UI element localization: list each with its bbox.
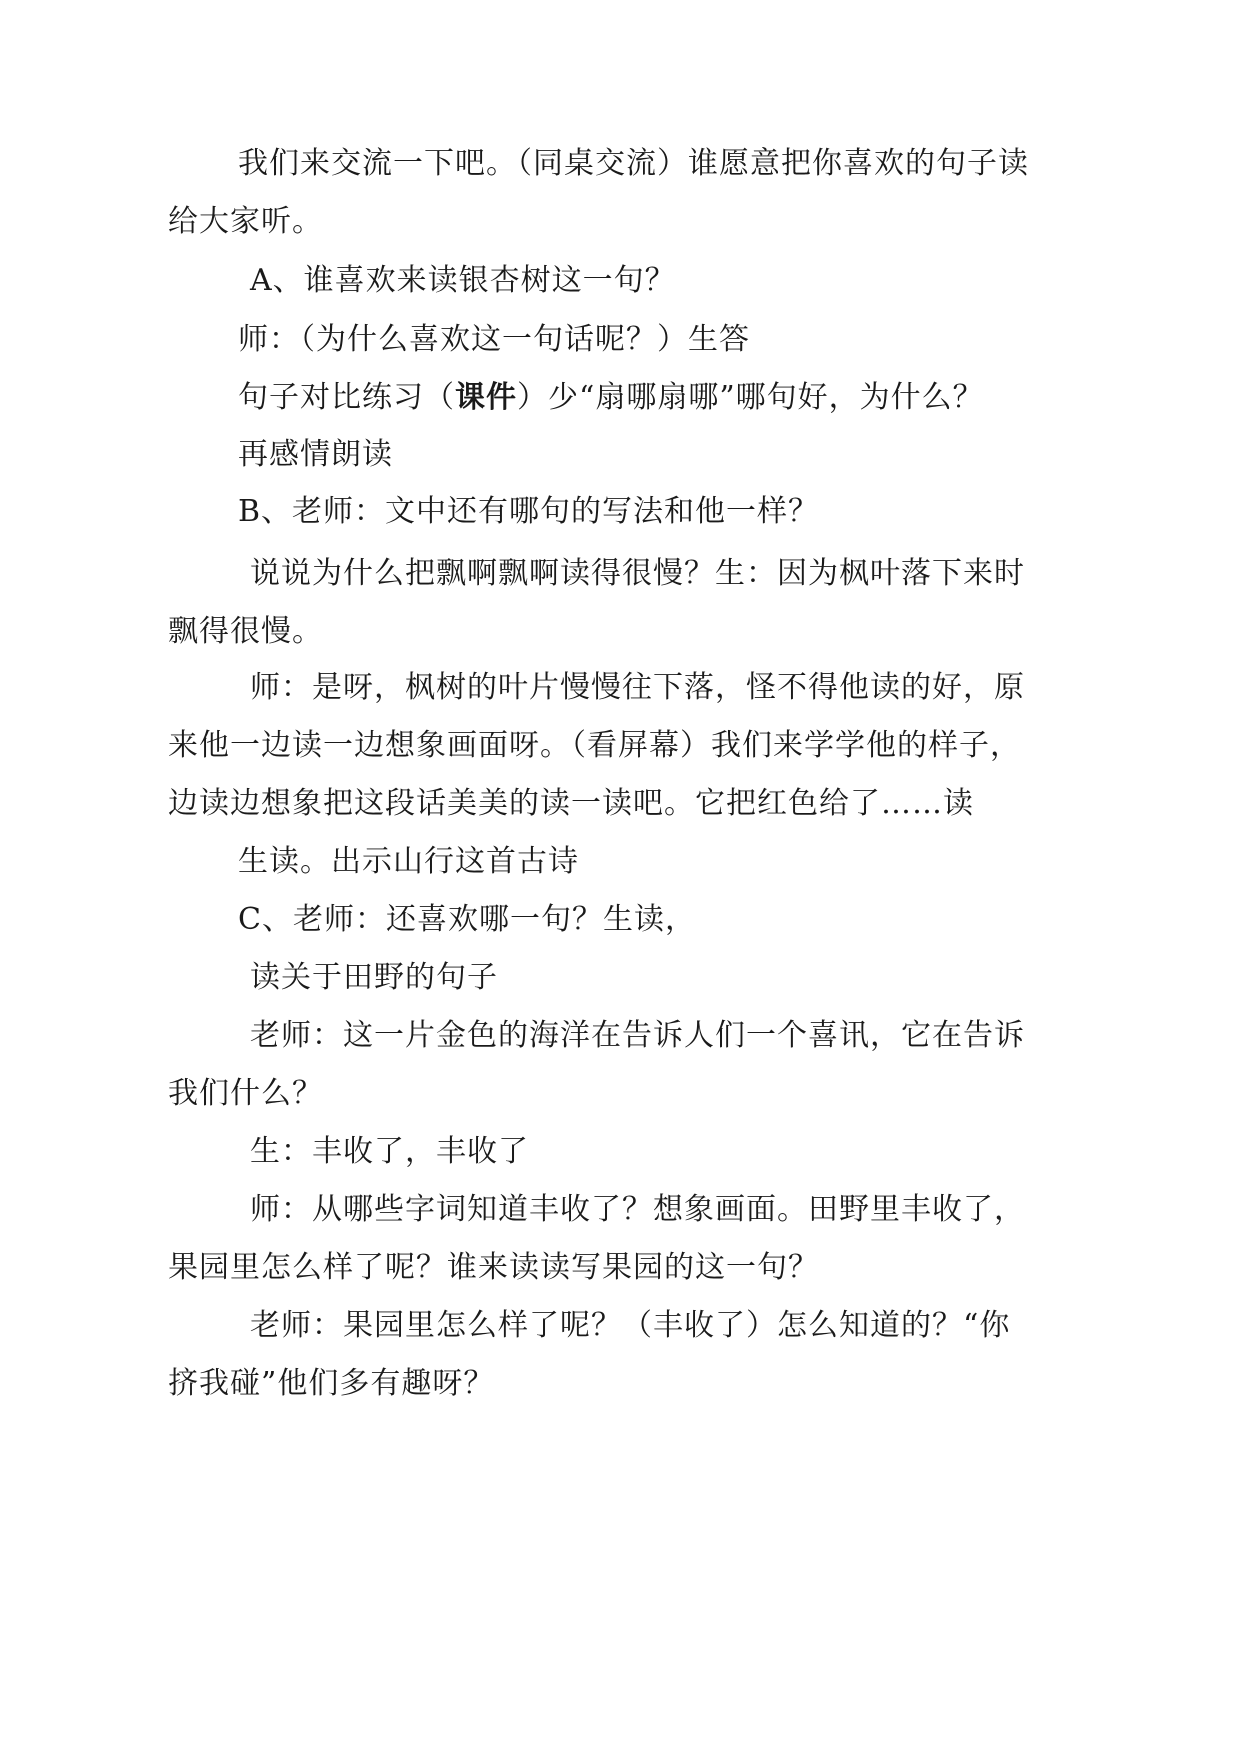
paragraph-line-17: 我们什么？ — [168, 1076, 323, 1111]
paragraph-line-21: 老师：果园里怎么样了呢？（丰收了）怎么知道的？“你 — [250, 1308, 1011, 1343]
line-5-text-before: 句子对比练习（ — [238, 380, 455, 415]
courseware-label: 课件 — [455, 380, 517, 415]
paragraph-line-15: 读关于田野的句子 — [250, 960, 498, 995]
paragraph-line-16: 老师：这一片金色的海洋在告诉人们一个喜讯，它在告诉 — [250, 1018, 1025, 1053]
paragraph-line-22: 挤我碰”他们多有趣呀？ — [168, 1366, 495, 1401]
paragraph-line-5 — [238, 380, 984, 416]
paragraph-line-4: 师：（为什么喜欢这一句话呢？）生答 — [238, 322, 750, 357]
paragraph-line-14: C、老师：还喜欢哪一句？生读， — [238, 902, 696, 937]
paragraph-line-3: A、谁喜欢来读银杏树这一句？ — [250, 263, 676, 298]
paragraph-line-18: 生：丰收了，丰收了 — [250, 1134, 529, 1169]
paragraph-line-6: 再感情朗读 — [238, 437, 393, 472]
paragraph-line-9: 飘得很慢。 — [168, 614, 323, 649]
paragraph-line-8: 说说为什么把飘啊飘啊读得很慢？生：因为枫叶落下来时 — [250, 556, 1025, 591]
paragraph-line-10: 师：是呀，枫树的叶片慢慢往下落，怪不得他读的好，原 — [250, 670, 1025, 705]
line-5-text-after: ）少“扇哪扇哪”哪句好，为什么？ — [517, 380, 984, 415]
paragraph-line-19: 师：从哪些字词知道丰收了？想象画面。田野里丰收了， — [250, 1192, 1025, 1227]
paragraph-line-13: 生读。出示山行这首古诗 — [238, 844, 579, 879]
paragraph-line-12: 边读边想象把这段话美美的读一读吧。它把红色给了……读 — [168, 786, 974, 821]
paragraph-line-2: 给大家听。 — [168, 204, 323, 239]
paragraph-line-7: B、老师：文中还有哪句的写法和他一样？ — [238, 494, 820, 529]
paragraph-line-20: 果园里怎么样了呢？谁来读读写果园的这一句？ — [168, 1250, 819, 1285]
paragraph-line-11: 来他一边读一边想象画面呀。（看屏幕）我们来学学他的样子， — [168, 728, 1021, 763]
paragraph-line-1: 我们来交流一下吧。（同桌交流）谁愿意把你喜欢的句子读 — [238, 146, 1029, 181]
